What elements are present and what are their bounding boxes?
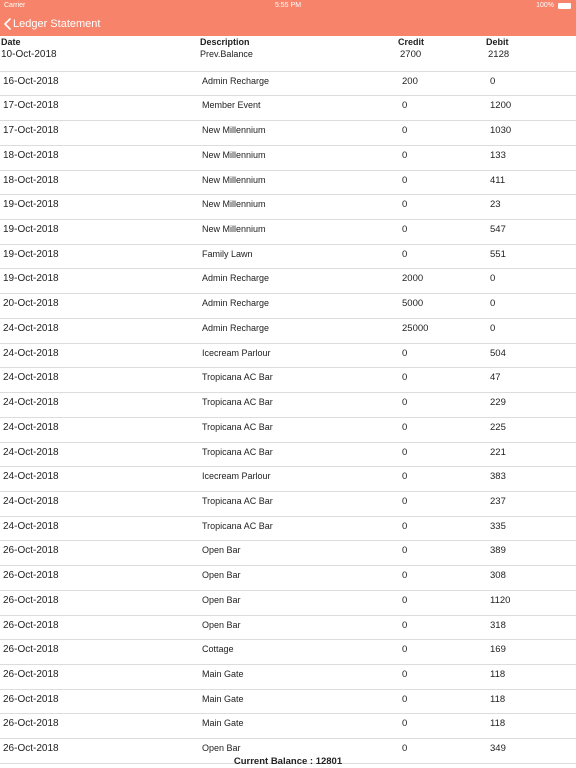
- carrier-label: Carrier: [4, 2, 26, 9]
- table-row[interactable]: [0, 245, 576, 270]
- cell-description: Tropicana AC Bar: [202, 372, 273, 383]
- cell-date: 26-Oct-2018: [3, 693, 59, 705]
- cell-description: Open Bar: [202, 570, 241, 581]
- table-row[interactable]: [0, 640, 576, 665]
- cell-description: New Millennium: [202, 149, 266, 160]
- cell-credit: 2700: [400, 49, 422, 60]
- cell-debit: 1030: [490, 125, 512, 137]
- cell-description: Icecream Parlour: [202, 347, 271, 358]
- cell-debit: 335: [490, 520, 506, 532]
- cell-date: 24-Oct-2018: [3, 322, 59, 334]
- cell-description: Main Gate: [202, 693, 244, 704]
- cell-date: 26-Oct-2018: [3, 668, 59, 680]
- cell-date: 24-Oct-2018: [3, 347, 59, 359]
- cell-description: Cottage: [202, 644, 234, 655]
- cell-debit: 547: [490, 224, 506, 236]
- table-row[interactable]: [0, 96, 576, 121]
- table-row[interactable]: [0, 443, 576, 468]
- cell-description: Admin Recharge: [202, 298, 270, 309]
- cell-debit: 0: [490, 75, 496, 87]
- cell-description: Member Event: [202, 100, 261, 111]
- cell-description: Main Gate: [202, 668, 244, 679]
- cell-credit: 0: [402, 644, 408, 656]
- cell-description: Admin Recharge: [202, 322, 270, 333]
- cell-debit: 169: [490, 644, 506, 656]
- cell-debit: 308: [490, 570, 506, 582]
- cell-debit: 237: [490, 495, 506, 507]
- cell-debit: 118: [490, 693, 506, 705]
- cell-description: Admin Recharge: [202, 273, 270, 284]
- cell-credit: 0: [402, 347, 408, 359]
- header-date: Date: [1, 37, 21, 47]
- cell-date: 24-Oct-2018: [3, 397, 59, 409]
- cell-credit: 0: [402, 100, 408, 112]
- cell-description: New Millennium: [202, 199, 266, 210]
- cell-credit: 0: [402, 224, 408, 236]
- table-row[interactable]: [0, 220, 576, 245]
- table-row[interactable]: [0, 566, 576, 591]
- ledger-list[interactable]: [0, 47, 576, 764]
- back-button[interactable]: [4, 12, 100, 36]
- table-row[interactable]: [0, 146, 576, 171]
- cell-credit: 0: [402, 545, 408, 557]
- table-row[interactable]: [0, 616, 576, 641]
- nav-bar: [0, 12, 576, 36]
- cell-description: Tropicana AC Bar: [202, 520, 273, 531]
- cell-description: Open Bar: [202, 743, 241, 754]
- cell-date: 24-Oct-2018: [3, 520, 59, 532]
- cell-credit: 2000: [402, 273, 424, 285]
- cell-date: 26-Oct-2018: [3, 743, 59, 755]
- cell-credit: 0: [402, 471, 408, 483]
- cell-date: 17-Oct-2018: [3, 125, 59, 137]
- cell-credit: 0: [402, 693, 408, 705]
- table-row[interactable]: [0, 418, 576, 443]
- cell-date: 18-Oct-2018: [3, 174, 59, 186]
- table-row[interactable]: [0, 393, 576, 418]
- cell-debit: 383: [490, 471, 506, 483]
- cell-debit: 411: [490, 174, 506, 186]
- cell-date: 19-Oct-2018: [3, 248, 59, 260]
- battery-percent: 100%: [536, 2, 554, 9]
- cell-date: 19-Oct-2018: [3, 224, 59, 236]
- back-button-label: Ledger Statement: [13, 18, 101, 30]
- cell-debit: 2128: [488, 49, 510, 60]
- cell-debit: 0: [490, 273, 496, 285]
- table-row[interactable]: [0, 665, 576, 690]
- cell-date: 26-Oct-2018: [3, 545, 59, 557]
- table-row[interactable]: [0, 344, 576, 369]
- cell-credit: 0: [402, 174, 408, 186]
- table-row[interactable]: [0, 368, 576, 393]
- cell-debit: 318: [490, 619, 506, 631]
- cell-description: Main Gate: [202, 718, 244, 729]
- cell-credit: 0: [402, 248, 408, 260]
- table-header: [0, 37, 576, 47]
- header-credit: Credit: [398, 37, 425, 47]
- table-row[interactable]: [0, 72, 576, 97]
- clock-label: 5:55 PM: [274, 2, 302, 9]
- cell-date: 24-Oct-2018: [3, 372, 59, 384]
- cell-description: Tropicana AC Bar: [202, 446, 273, 457]
- cell-description: Icecream Parlour: [202, 471, 271, 482]
- cell-description: Open Bar: [202, 545, 241, 556]
- table-row[interactable]: [0, 195, 576, 220]
- cell-date: 20-Oct-2018: [3, 298, 59, 310]
- table-row[interactable]: [0, 517, 576, 542]
- cell-debit: 225: [490, 421, 506, 433]
- header-debit: Debit: [486, 37, 509, 47]
- table-row[interactable]: [0, 47, 576, 72]
- cell-credit: 0: [402, 372, 408, 384]
- cell-debit: 0: [490, 298, 496, 310]
- cell-debit: 349: [490, 743, 506, 755]
- table-row[interactable]: [0, 294, 576, 319]
- cell-date: 19-Oct-2018: [3, 273, 59, 285]
- cell-credit: 0: [402, 125, 408, 137]
- cell-description: Prev.Balance: [200, 49, 253, 59]
- cell-description: Family Lawn: [202, 248, 253, 259]
- cell-credit: 0: [402, 718, 408, 730]
- cell-debit: 23: [490, 199, 501, 211]
- cell-date: 26-Oct-2018: [3, 594, 59, 606]
- table-row[interactable]: [0, 171, 576, 196]
- table-row[interactable]: [0, 541, 576, 566]
- cell-description: Tropicana AC Bar: [202, 397, 273, 408]
- battery-icon: [558, 3, 571, 9]
- table-row[interactable]: [0, 319, 576, 344]
- table-row[interactable]: [0, 269, 576, 294]
- cell-date: 16-Oct-2018: [3, 75, 59, 87]
- cell-debit: 47: [490, 372, 501, 384]
- header-description: Description: [200, 37, 250, 47]
- cell-date: 17-Oct-2018: [3, 100, 59, 112]
- table-row[interactable]: [0, 714, 576, 739]
- cell-debit: 133: [490, 149, 506, 161]
- cell-credit: 0: [402, 743, 408, 755]
- cell-debit: 389: [490, 545, 506, 557]
- cell-date: 24-Oct-2018: [3, 421, 59, 433]
- cell-date: 26-Oct-2018: [3, 718, 59, 730]
- cell-debit: 0: [490, 322, 496, 334]
- table-row[interactable]: [0, 591, 576, 616]
- cell-debit: 221: [490, 446, 506, 458]
- cell-description: Admin Recharge: [202, 75, 270, 86]
- chevron-left-icon: [4, 18, 11, 30]
- cell-date: 24-Oct-2018: [3, 471, 59, 483]
- table-row[interactable]: [0, 690, 576, 715]
- cell-credit: 0: [402, 594, 408, 606]
- cell-description: New Millennium: [202, 125, 266, 136]
- cell-date: 24-Oct-2018: [3, 495, 59, 507]
- table-row[interactable]: [0, 492, 576, 517]
- cell-description: Tropicana AC Bar: [202, 495, 273, 506]
- cell-description: Open Bar: [202, 619, 241, 630]
- current-balance: Current Balance : 12801: [233, 756, 343, 767]
- cell-credit: 0: [402, 668, 408, 680]
- cell-credit: 0: [402, 495, 408, 507]
- cell-description: Tropicana AC Bar: [202, 421, 273, 432]
- cell-date: 18-Oct-2018: [3, 149, 59, 161]
- cell-credit: 0: [402, 619, 408, 631]
- cell-date: 19-Oct-2018: [3, 199, 59, 211]
- cell-credit: 200: [402, 75, 418, 87]
- cell-debit: 229: [490, 397, 506, 409]
- table-row[interactable]: [0, 121, 576, 146]
- cell-credit: 5000: [402, 298, 424, 310]
- cell-credit: 0: [402, 397, 408, 409]
- cell-date: 26-Oct-2018: [3, 644, 59, 656]
- cell-credit: 0: [402, 421, 408, 433]
- table-row[interactable]: [0, 467, 576, 492]
- cell-description: New Millennium: [202, 174, 266, 185]
- cell-debit: 551: [490, 248, 506, 260]
- cell-date: 10-Oct-2018: [1, 49, 57, 60]
- cell-debit: 1200: [490, 100, 512, 112]
- cell-credit: 0: [402, 446, 408, 458]
- status-bar: [0, 0, 576, 12]
- cell-debit: 504: [490, 347, 506, 359]
- cell-debit: 1120: [490, 594, 511, 606]
- cell-credit: 0: [402, 199, 408, 211]
- cell-date: 26-Oct-2018: [3, 619, 59, 631]
- cell-credit: 25000: [402, 322, 429, 334]
- cell-credit: 0: [402, 149, 408, 161]
- cell-credit: 0: [402, 520, 408, 532]
- cell-debit: 118: [490, 718, 506, 730]
- cell-date: 24-Oct-2018: [3, 446, 59, 458]
- cell-description: Open Bar: [202, 594, 241, 605]
- cell-debit: 118: [490, 668, 506, 680]
- cell-description: New Millennium: [202, 224, 266, 235]
- cell-credit: 0: [402, 570, 408, 582]
- cell-date: 26-Oct-2018: [3, 570, 59, 582]
